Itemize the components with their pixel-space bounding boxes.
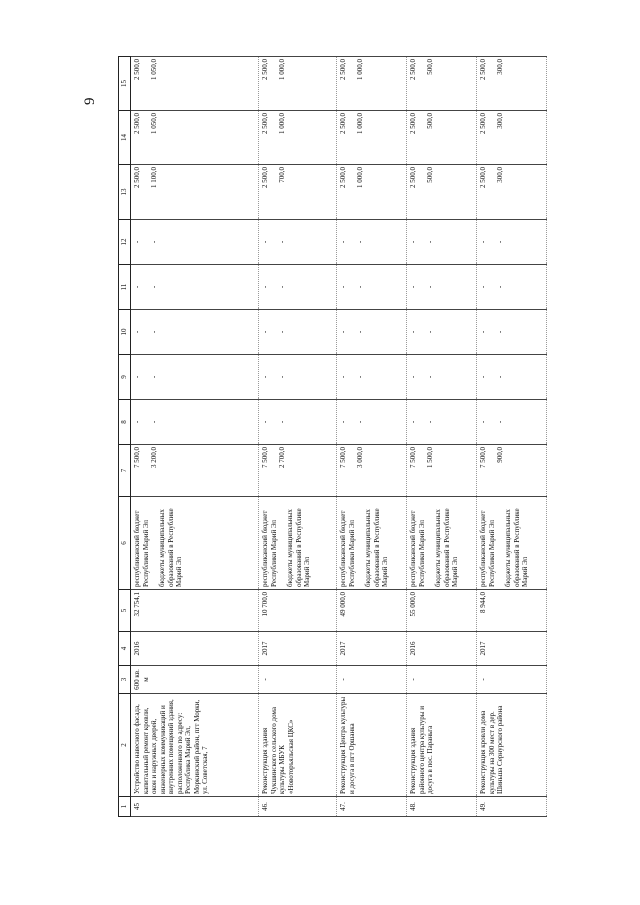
- spacer: [270, 402, 278, 442]
- row-number: 45: [133, 803, 141, 810]
- row-number: 49.: [479, 802, 487, 811]
- year: 2016: [133, 641, 141, 656]
- col-header: 13: [119, 165, 131, 220]
- row-number: 48.: [409, 802, 417, 811]
- amount-cell-c15: [259, 57, 337, 111]
- spacer: [348, 167, 356, 217]
- funding-source-republic: республиканский бюджет Республики Марий Эл: [479, 510, 496, 587]
- amount-cell-c14: [131, 111, 259, 165]
- capacity-cell: [259, 666, 337, 694]
- object-name: Устройство навесного фасада, капитальный ремонт кровли, окон и наружных дверей, инженерных коммуникаций и внутренних помещений здания, расположенного по адресу: Республика Марий Эл, Моркинский район, пгт Морки, ул. Советская, 7: [133, 699, 210, 794]
- spacer: [418, 447, 426, 494]
- amount-cell-c15: [337, 57, 407, 111]
- spacer: [488, 167, 496, 217]
- amount-republic: -: [479, 375, 487, 379]
- amount-municipal: 1 100,0: [149, 167, 158, 188]
- amount-cell-c13: [259, 165, 337, 220]
- spacer: [348, 447, 356, 494]
- amount-municipal: -: [495, 285, 504, 289]
- amount-cell-c11: [477, 265, 547, 310]
- amount-republic: -: [261, 420, 269, 424]
- col-header: 3: [119, 666, 131, 694]
- spacer: [496, 499, 504, 587]
- amount-cell-c14: [259, 111, 337, 165]
- amount-cell-c7: [337, 445, 407, 497]
- funding-source-cell: [259, 497, 337, 590]
- spacer: [142, 402, 150, 442]
- spacer: [150, 499, 158, 587]
- year-cell: [477, 632, 547, 666]
- amount-cell-c7: [477, 445, 547, 497]
- spacer: [356, 499, 364, 587]
- amount-municipal: 1 000,0: [277, 59, 286, 80]
- row-number: 46.: [261, 802, 269, 811]
- spacer: [348, 312, 356, 352]
- year: 2017: [339, 641, 347, 656]
- col-header: 8: [119, 400, 131, 445]
- amount-municipal: -: [149, 420, 158, 424]
- amount-republic: -: [479, 330, 487, 334]
- spacer: [348, 222, 356, 262]
- spacer: [270, 312, 278, 352]
- spacer: [418, 113, 426, 162]
- amount-cell-c8: [337, 400, 407, 445]
- object-name: Реконструкция кровли дома культуры на 300 мест в дер. Шиньша Сернурского района: [479, 705, 505, 794]
- amount-cell-c10: [259, 310, 337, 355]
- amount-municipal: -: [495, 240, 504, 244]
- amount-cell-c10: [337, 310, 407, 355]
- spacer: [142, 267, 150, 307]
- amount-republic: -: [339, 240, 347, 244]
- amount-cell-c15: [131, 57, 259, 111]
- spacer: [270, 357, 278, 397]
- funding-source-cell: [131, 497, 259, 590]
- spacer: [270, 222, 278, 262]
- amount-municipal: -: [149, 330, 158, 334]
- spacer: [142, 113, 150, 162]
- amount-cell-c11: [407, 265, 477, 310]
- spacer: [488, 222, 496, 262]
- amount-cell-c12: [407, 220, 477, 265]
- total-cost: 10 700,0: [261, 592, 269, 617]
- amount-republic: -: [409, 375, 417, 379]
- cost-cell: [337, 590, 407, 632]
- col-header: 10: [119, 310, 131, 355]
- funding-source-republic: республиканский бюджет Республики Марий Эл: [339, 510, 356, 587]
- amount-municipal: -: [355, 285, 364, 289]
- amount-municipal: -: [149, 375, 158, 379]
- amount-republic: -: [261, 240, 269, 244]
- amount-republic: -: [479, 285, 487, 289]
- funding-source-republic: республиканский бюджет Республики Марий Эл: [261, 510, 278, 587]
- amount-republic: 2 500,0: [409, 59, 417, 80]
- amount-republic: -: [409, 330, 417, 334]
- spacer: [142, 59, 150, 108]
- spacer: [348, 357, 356, 397]
- amount-cell-c13: [477, 165, 547, 220]
- spacer: [348, 113, 356, 162]
- amount-republic: 7 500,0: [479, 447, 487, 468]
- table-row: [259, 57, 337, 817]
- row-number-cell: [259, 797, 337, 817]
- amount-republic: -: [339, 420, 347, 424]
- amount-municipal: -: [355, 420, 364, 424]
- amount-municipal: -: [495, 375, 504, 379]
- spacer: [142, 447, 150, 494]
- spacer: [418, 402, 426, 442]
- amount-republic: 7 500,0: [339, 447, 347, 468]
- amount-republic: -: [479, 240, 487, 244]
- total-cost: 55 000,0: [409, 592, 417, 617]
- spacer: [270, 167, 278, 217]
- object-name-cell: [477, 694, 547, 797]
- amount-republic: -: [261, 285, 269, 289]
- amount-municipal: -: [495, 420, 504, 424]
- spacer: [488, 312, 496, 352]
- row-number-cell: [337, 797, 407, 817]
- funding-source-cell: [477, 497, 547, 590]
- amount-cell-c11: [131, 265, 259, 310]
- spacer: [348, 402, 356, 442]
- amount-republic: 2 500,0: [339, 167, 347, 188]
- capacity-cell: [477, 666, 547, 694]
- amount-cell-c11: [337, 265, 407, 310]
- amount-municipal: 900,0: [495, 447, 504, 463]
- amount-municipal: 1 000,0: [355, 167, 364, 188]
- cost-cell: [407, 590, 477, 632]
- year: 2016: [409, 641, 417, 656]
- budget-table: [118, 56, 547, 817]
- total-cost: 49 000,0: [339, 592, 347, 617]
- amount-cell-c12: [259, 220, 337, 265]
- amount-municipal: 500,0: [425, 167, 434, 183]
- amount-republic: -: [409, 240, 417, 244]
- spacer: [348, 59, 356, 108]
- amount-municipal: 3 200,0: [149, 447, 158, 468]
- funding-source-republic: республиканский бюджет Республики Марий Эл: [133, 510, 150, 587]
- amount-municipal: -: [277, 375, 286, 379]
- amount-cell-c7: [131, 445, 259, 497]
- amount-republic: 2 500,0: [339, 113, 347, 134]
- capacity: -: [339, 678, 347, 681]
- row-number-cell: [131, 797, 259, 817]
- amount-municipal: -: [149, 240, 158, 244]
- amount-cell-c7: [259, 445, 337, 497]
- amount-republic: 7 500,0: [409, 447, 417, 468]
- amount-republic: 2 500,0: [479, 167, 487, 188]
- amount-republic: -: [133, 420, 141, 424]
- amount-cell-c10: [407, 310, 477, 355]
- amount-republic: 7 500,0: [133, 447, 141, 468]
- amount-republic: -: [409, 285, 417, 289]
- amount-municipal: 1 000,0: [355, 59, 364, 80]
- amount-cell-c15: [407, 57, 477, 111]
- col-header: 12: [119, 220, 131, 265]
- amount-cell-c12: [131, 220, 259, 265]
- amount-republic: -: [261, 330, 269, 334]
- amount-municipal: 1 000,0: [277, 113, 286, 134]
- amount-municipal: -: [355, 375, 364, 379]
- row-number: 47.: [339, 802, 347, 811]
- amount-municipal: -: [425, 285, 434, 289]
- funding-source-cell: [407, 497, 477, 590]
- col-header: 6: [119, 497, 131, 590]
- page-number: 9: [82, 97, 98, 105]
- total-cost: 8 944,0: [479, 592, 487, 613]
- amount-republic: -: [409, 420, 417, 424]
- amount-cell-c10: [477, 310, 547, 355]
- col-header: 2: [119, 694, 131, 797]
- amount-republic: 2 500,0: [261, 113, 269, 134]
- amount-municipal: -: [149, 285, 158, 289]
- funding-source-municipal: бюджеты муниципальных образований в Республике Марий Эл: [286, 508, 312, 587]
- spacer: [488, 357, 496, 397]
- spacer: [348, 267, 356, 307]
- col-header: 15: [119, 57, 131, 111]
- table-row: [131, 57, 259, 817]
- amount-republic: -: [133, 285, 141, 289]
- capacity: 600 кв. м: [133, 669, 150, 690]
- capacity-cell: [407, 666, 477, 694]
- funding-source-cell: [337, 497, 407, 590]
- spacer: [270, 447, 278, 494]
- amount-municipal: -: [277, 285, 286, 289]
- amount-municipal: -: [355, 330, 364, 334]
- funding-source-municipal: бюджеты муниципальных образований в Республике Марий Эл: [434, 508, 460, 587]
- spacer: [142, 312, 150, 352]
- amount-municipal: -: [495, 330, 504, 334]
- amount-republic: 2 500,0: [479, 113, 487, 134]
- amount-municipal: -: [425, 330, 434, 334]
- capacity-cell: [131, 666, 259, 694]
- cost-cell: [477, 590, 547, 632]
- amount-cell-c13: [407, 165, 477, 220]
- total-cost: 32 754,1: [133, 592, 141, 617]
- amount-municipal: 1 500,0: [425, 447, 434, 468]
- object-name-cell: [259, 694, 337, 797]
- amount-municipal: 2 700,0: [277, 447, 286, 468]
- cost-cell: [131, 590, 259, 632]
- year: 2017: [261, 641, 269, 656]
- amount-republic: 2 500,0: [133, 113, 141, 134]
- amount-republic: 2 500,0: [133, 59, 141, 80]
- amount-municipal: -: [355, 240, 364, 244]
- spacer: [142, 357, 150, 397]
- amount-republic: -: [133, 330, 141, 334]
- amount-republic: -: [479, 420, 487, 424]
- amount-republic: 2 500,0: [261, 59, 269, 80]
- capacity-cell: [337, 666, 407, 694]
- spacer: [488, 113, 496, 162]
- amount-republic: -: [339, 330, 347, 334]
- col-header: 14: [119, 111, 131, 165]
- amount-municipal: 300,0: [495, 113, 504, 129]
- amount-municipal: -: [425, 420, 434, 424]
- amount-republic: 2 500,0: [339, 59, 347, 80]
- header-row: [119, 57, 131, 817]
- amount-municipal: 1 050,0: [149, 113, 158, 134]
- spacer: [418, 312, 426, 352]
- funding-source-municipal: бюджеты муниципальных образований в Республике Марий Эл: [504, 508, 530, 587]
- spacer: [270, 267, 278, 307]
- col-header: 11: [119, 265, 131, 310]
- amount-cell-c9: [337, 355, 407, 400]
- amount-municipal: 500,0: [425, 113, 434, 129]
- spacer: [142, 167, 150, 217]
- row-number-cell: [477, 797, 547, 817]
- object-name: Реконструкция здания Чукшинского сельского дома культуры МБУК «Новоторъяльская ЦКС»: [261, 707, 295, 794]
- amount-cell-c14: [477, 111, 547, 165]
- capacity: -: [409, 678, 417, 681]
- year-cell: [407, 632, 477, 666]
- amount-cell-c13: [131, 165, 259, 220]
- amount-republic: 2 500,0: [409, 113, 417, 134]
- spacer: [418, 357, 426, 397]
- col-header: 5: [119, 590, 131, 632]
- amount-republic: 7 500,0: [261, 447, 269, 468]
- spacer: [418, 267, 426, 307]
- year-cell: [131, 632, 259, 666]
- spacer: [270, 59, 278, 108]
- object-name-cell: [407, 694, 477, 797]
- spacer: [418, 167, 426, 217]
- amount-republic: 2 500,0: [409, 167, 417, 188]
- amount-cell-c8: [131, 400, 259, 445]
- spacer: [488, 59, 496, 108]
- amount-municipal: 1 050,0: [149, 59, 158, 80]
- amount-cell-c8: [259, 400, 337, 445]
- table-row: [407, 57, 477, 817]
- amount-municipal: -: [277, 330, 286, 334]
- table-row: [337, 57, 407, 817]
- cost-cell: [259, 590, 337, 632]
- spacer: [270, 113, 278, 162]
- amount-cell-c9: [131, 355, 259, 400]
- funding-source-municipal: бюджеты муниципальных образований в Республике Марий Эл: [364, 508, 390, 587]
- col-header: 7: [119, 445, 131, 497]
- amount-cell-c15: [477, 57, 547, 111]
- spacer: [488, 447, 496, 494]
- amount-republic: 2 500,0: [479, 59, 487, 80]
- amount-republic: -: [133, 375, 141, 379]
- amount-republic: -: [133, 240, 141, 244]
- amount-republic: 2 500,0: [261, 167, 269, 188]
- amount-republic: -: [339, 285, 347, 289]
- col-header: 1: [119, 797, 131, 817]
- funding-source-republic: республиканский бюджет Республики Марий Эл: [409, 510, 426, 587]
- object-name: Реконструкция Центра культуры и досуга в пгт Оршанка: [339, 696, 356, 794]
- amount-municipal: 300,0: [495, 59, 504, 75]
- amount-cell-c8: [407, 400, 477, 445]
- spacer: [426, 499, 434, 587]
- amount-cell-c12: [477, 220, 547, 265]
- spacer: [278, 499, 286, 587]
- spacer: [418, 222, 426, 262]
- spacer: [418, 59, 426, 108]
- col-header: 4: [119, 632, 131, 666]
- amount-municipal: -: [277, 240, 286, 244]
- amount-cell-c9: [407, 355, 477, 400]
- amount-republic: 2 500,0: [133, 167, 141, 188]
- table-row: [477, 57, 547, 817]
- amount-municipal: 1 000,0: [355, 113, 364, 134]
- spacer: [488, 267, 496, 307]
- amount-cell-c9: [477, 355, 547, 400]
- spacer: [488, 402, 496, 442]
- amount-cell-c11: [259, 265, 337, 310]
- amount-municipal: -: [425, 240, 434, 244]
- amount-republic: -: [261, 375, 269, 379]
- amount-municipal: -: [425, 375, 434, 379]
- col-header: 9: [119, 355, 131, 400]
- object-name-cell: [131, 694, 259, 797]
- amount-municipal: 500,0: [425, 59, 434, 75]
- amount-cell-c13: [337, 165, 407, 220]
- amount-municipal: -: [277, 420, 286, 424]
- year-cell: [337, 632, 407, 666]
- amount-republic: -: [339, 375, 347, 379]
- object-name-cell: [337, 694, 407, 797]
- amount-cell-c10: [131, 310, 259, 355]
- amount-cell-c14: [407, 111, 477, 165]
- object-name: Реконструкция здания районного центра культуры и досуга в пос. Параньга: [409, 706, 435, 794]
- capacity: -: [261, 678, 269, 681]
- amount-cell-c8: [477, 400, 547, 445]
- year: 2017: [479, 641, 487, 656]
- amount-municipal: 3 000,0: [355, 447, 364, 468]
- amount-municipal: 700,0: [277, 167, 286, 183]
- year-cell: [259, 632, 337, 666]
- amount-cell-c12: [337, 220, 407, 265]
- amount-municipal: 300,0: [495, 167, 504, 183]
- spacer: [142, 222, 150, 262]
- funding-source-municipal: бюджеты муниципальных образований в Республике Марий Эл: [158, 508, 184, 587]
- capacity: -: [479, 678, 487, 681]
- amount-cell-c7: [407, 445, 477, 497]
- amount-cell-c14: [337, 111, 407, 165]
- row-number-cell: [407, 797, 477, 817]
- amount-cell-c9: [259, 355, 337, 400]
